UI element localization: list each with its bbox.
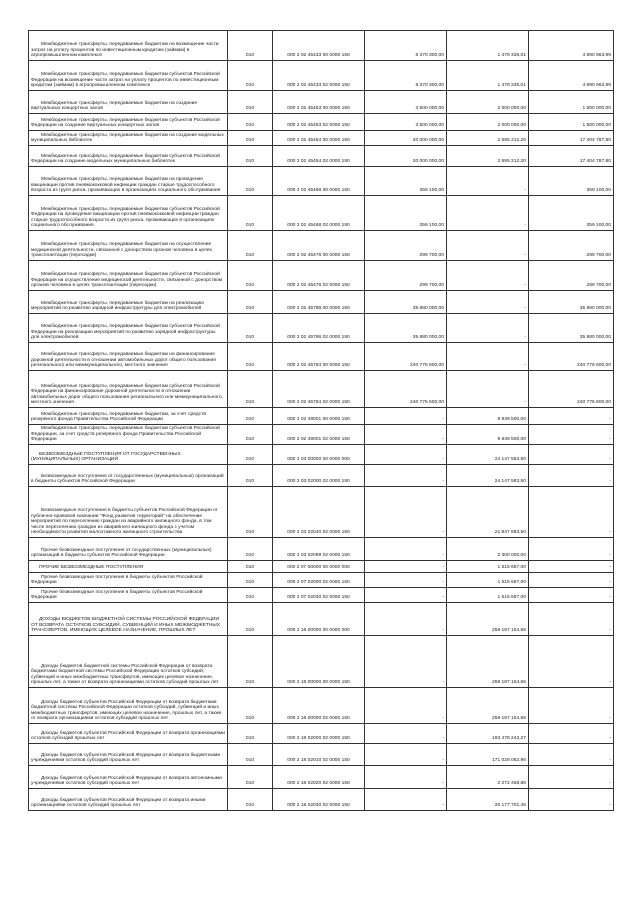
row-remaining-amount: - xyxy=(529,588,614,603)
table-row xyxy=(29,131,614,146)
row-executed-amount: 1 515 687,00 xyxy=(447,561,529,573)
row-executed-amount: 2 595 212,20 xyxy=(447,146,529,167)
row-approved-amount: 240 776 600,00 xyxy=(365,343,447,371)
row-approved-amount: 359 100,00 xyxy=(365,167,447,196)
row-remaining-amount: - xyxy=(529,408,614,425)
row-executed-amount: 1 479 336,01 xyxy=(447,61,529,91)
table-row xyxy=(29,231,614,261)
row-approved-amount: - xyxy=(365,688,447,724)
row-kbk: 000 2 02 45468 02 0000 150 xyxy=(273,196,365,231)
row-code: 010 xyxy=(228,408,273,425)
row-name: ПРОЧИЕ БЕЗВОЗМЕЗДНЫЕ ПОСТУПЛЕНИЯ xyxy=(29,561,228,573)
row-name: Межбюджетные трансферты, передаваемые бюджетам субъектов Российской Федерации на осуществление медицинской деятельности, связанной с донорством органов человека в целях трансплантации (пересадки) xyxy=(29,261,228,291)
row-approved-amount: - xyxy=(365,789,447,811)
row-code: 010 xyxy=(228,789,273,811)
table-row xyxy=(29,573,614,588)
row-remaining-amount: 240 776 600,00 xyxy=(529,371,614,408)
row-code: 010 xyxy=(228,371,273,408)
row-executed-amount: 193 478 243,27 xyxy=(447,724,529,744)
row-approved-amount: 20 000 000,00 xyxy=(365,131,447,146)
row-kbk: 000 2 18 02030 02 0000 150 xyxy=(273,789,365,811)
row-approved-amount: - xyxy=(365,538,447,561)
table-row xyxy=(29,487,614,538)
row-executed-amount: 2 595 212,20 xyxy=(447,131,529,146)
row-name: Прочие безвозмездные поступления от государственных (муниципальных) организаций в бюджеты субъектов Российской Федерации xyxy=(29,538,228,561)
row-code: 010 xyxy=(228,688,273,724)
table-row xyxy=(29,91,614,114)
row-remaining-amount: 299 700,00 xyxy=(529,261,614,291)
row-approved-amount: - xyxy=(365,425,447,445)
row-name: Межбюджетные трансферты, передаваемые бюджетам на возмещение части затрат на уплату процентов по инвестиционным кредитам (займам) в агропромышленном комплексе xyxy=(29,31,228,61)
row-kbk: 000 2 02 45784 02 0000 150 xyxy=(273,371,365,408)
row-remaining-amount: 359 100,00 xyxy=(529,167,614,196)
row-code: 010 xyxy=(228,314,273,343)
table-row xyxy=(29,588,614,603)
row-kbk: 000 2 18 00000 00 0000 150 xyxy=(273,636,365,688)
row-code: 010 xyxy=(228,91,273,114)
row-remaining-amount: - xyxy=(529,789,614,811)
table-row xyxy=(29,167,614,196)
row-executed-amount: - xyxy=(447,371,529,408)
row-code: 010 xyxy=(228,231,273,261)
row-approved-amount: - xyxy=(365,636,447,688)
row-approved-amount: 20 000 000,00 xyxy=(365,146,447,167)
row-name: Доходы бюджетов субъектов Российской Федерации от возврата организациями остатков субсидий прошлых лет xyxy=(29,724,228,744)
row-remaining-amount: 299 700,00 xyxy=(529,231,614,261)
row-name: ДОХОДЫ БЮДЖЕТОВ БЮДЖЕТНОЙ СИСТЕМЫ РОССИЙСКОЙ ФЕДЕРАЦИИ ОТ ВОЗВРАТА ОСТАТКОВ СУБСИДИЙ, СУБВЕНЦИЙ И ИНЫХ МЕЖБЮДЖЕТНЫХ ТРАНСФЕРТОВ, ИМЕЮЩИХ ЦЕЛЕВОЕ НАЗНАЧЕНИЕ, ПРОШЛЫХ ЛЕТ xyxy=(29,603,228,636)
row-remaining-amount: - xyxy=(529,688,614,724)
table-row xyxy=(29,291,614,314)
row-kbk: 000 2 18 02010 02 0000 150 xyxy=(273,744,365,766)
row-approved-amount: 299 700,00 xyxy=(365,261,447,291)
row-executed-amount: 9 849 500,00 xyxy=(447,408,529,425)
row-name: Межбюджетные трансферты, передаваемые бюджетам на финансирование дорожной деятельности в отношении автомобильных дорог общего пользования регионального или межмуниципального, местного значения xyxy=(29,343,228,371)
row-kbk: 000 2 03 02040 02 0000 150 xyxy=(273,487,365,538)
row-executed-amount: 2 000 000,00 xyxy=(447,114,529,131)
row-remaining-amount: - xyxy=(529,573,614,588)
row-remaining-amount: 35 880 000,00 xyxy=(529,314,614,343)
row-code: 010 xyxy=(228,744,273,766)
table-row xyxy=(29,636,614,688)
table-row xyxy=(29,603,614,636)
row-approved-amount: - xyxy=(365,465,447,487)
row-name: Доходы бюджетов субъектов Российской Федерации от возврата автономными учреждениями остатков субсидий прошлых лет xyxy=(29,766,228,789)
row-kbk: 000 2 02 45433 02 0000 150 xyxy=(273,61,365,91)
row-approved-amount: - xyxy=(365,445,447,465)
row-remaining-amount: 1 500 000,00 xyxy=(529,91,614,114)
table-row xyxy=(29,261,614,291)
row-kbk: 000 2 07 02030 02 0000 150 xyxy=(273,588,365,603)
row-name: Межбюджетные трансферты, передаваемые бюджетам субъектов Российской Федерации на создание модельных муниципальных библиотек xyxy=(29,146,228,167)
row-kbk: 000 2 02 49001 00 0000 150 xyxy=(273,408,365,425)
row-approved-amount: 299 700,00 xyxy=(365,231,447,261)
row-executed-amount: - xyxy=(447,261,529,291)
row-executed-amount: - xyxy=(447,314,529,343)
row-code: 010 xyxy=(228,343,273,371)
row-kbk: 000 2 02 45786 02 0000 150 xyxy=(273,314,365,343)
table-row xyxy=(29,371,614,408)
row-approved-amount: - xyxy=(365,408,447,425)
row-executed-amount: 24 147 583,50 xyxy=(447,445,529,465)
row-code: 010 xyxy=(228,146,273,167)
row-approved-amount: - xyxy=(365,724,447,744)
row-approved-amount: - xyxy=(365,573,447,588)
table-row xyxy=(29,724,614,744)
row-code: 010 xyxy=(228,196,273,231)
row-kbk: 000 2 18 00000 00 0000 000 xyxy=(273,603,365,636)
row-remaining-amount: 35 880 000,00 xyxy=(529,291,614,314)
row-executed-amount: 21 847 583,50 xyxy=(447,487,529,538)
row-name: Доходы бюджетов бюджетной системы Российской Федерации от возврата бюджетами бюджетной системы Российской Федерации остатков субсидий, субвенций и иных межбюджетных трансфертов, имеющих целевое назначение, прошлых лет, а также от возврата организациями остатков субсидий прошлых лет xyxy=(29,636,228,688)
row-kbk: 000 2 02 45454 02 0000 150 xyxy=(273,146,365,167)
row-kbk: 000 2 03 02000 02 0000 150 xyxy=(273,465,365,487)
table-row xyxy=(29,766,614,789)
row-kbk: 000 2 02 45453 02 0000 150 xyxy=(273,114,365,131)
row-kbk: 000 2 03 00000 00 0000 000 xyxy=(273,445,365,465)
row-executed-amount: - xyxy=(447,291,529,314)
table-row xyxy=(29,196,614,231)
row-name: Доходы бюджетов субъектов Российской Федерации от возврата иными организациями остатков субсидий прошлых лет xyxy=(29,789,228,811)
row-approved-amount: 6 370 300,00 xyxy=(365,31,447,61)
row-code: 010 xyxy=(228,31,273,61)
row-kbk: 000 2 02 45453 00 0000 150 xyxy=(273,91,365,114)
row-approved-amount: - xyxy=(365,561,447,573)
row-name: Межбюджетные трансферты, передаваемые бюджетам на осуществление медицинской деятельности, связанной с донорством органов человека в целях трансплантации (пересадки) xyxy=(29,231,228,261)
row-code: 010 xyxy=(228,61,273,91)
row-approved-amount: - xyxy=(365,603,447,636)
row-remaining-amount: - xyxy=(529,561,614,573)
row-executed-amount: - xyxy=(447,343,529,371)
row-code: 010 xyxy=(228,131,273,146)
row-remaining-amount: 240 776 600,00 xyxy=(529,343,614,371)
row-code: 010 xyxy=(228,766,273,789)
row-executed-amount: - xyxy=(447,196,529,231)
row-name: Межбюджетные трансферты, передаваемые бюджетам субъектов Российской Федерации на возмещение части затрат на уплату процентов по инвестиционным кредитам (займам) в агропромышленном комплексе xyxy=(29,61,228,91)
row-name: Безвозмездные поступления в бюджеты субъектов Российской Федерации от публично-правовой компании "Фонд развития территорий" на обеспечение мероприятий по переселению граждан из аварийного жилищного фонда, в том числе переселению граждан из аварийного жилищного фонда с учетом необходимости развития малоэтажного жилищного строительства xyxy=(29,487,228,538)
row-kbk: 000 2 02 45784 00 0000 150 xyxy=(273,343,365,371)
row-code: 010 xyxy=(228,167,273,196)
table-row xyxy=(29,688,614,724)
row-executed-amount: 171 028 062,96 xyxy=(447,744,529,766)
row-name: Безвозмездные поступления от государственных (муниципальных) организаций в бюджеты субъектов Российской Федерации xyxy=(29,465,228,487)
row-executed-amount: - xyxy=(447,167,529,196)
row-code: 010 xyxy=(228,425,273,445)
row-remaining-amount: - xyxy=(529,744,614,766)
row-remaining-amount: - xyxy=(529,445,614,465)
row-name: Межбюджетные трансферты, передаваемые бюджетам на создание виртуальных концертных залов xyxy=(29,91,228,114)
row-kbk: 000 2 02 45433 00 0000 150 xyxy=(273,31,365,61)
row-approved-amount: 35 880 000,00 xyxy=(365,314,447,343)
row-remaining-amount: - xyxy=(529,487,614,538)
row-code: 010 xyxy=(228,603,273,636)
row-approved-amount: 3 500 000,00 xyxy=(365,91,447,114)
row-executed-amount: 9 849 500,00 xyxy=(447,425,529,445)
table-row xyxy=(29,61,614,91)
row-name: БЕЗВОЗМЕЗДНЫЕ ПОСТУПЛЕНИЯ ОТ ГОСУДАРСТВЕННЫХ (МУНИЦИПАЛЬНЫХ) ОРГАНИЗАЦИЙ xyxy=(29,445,228,465)
table-row xyxy=(29,561,614,573)
row-approved-amount: - xyxy=(365,744,447,766)
row-code: 010 xyxy=(228,588,273,603)
row-remaining-amount: 17 404 787,80 xyxy=(529,131,614,146)
row-executed-amount: 24 147 583,50 xyxy=(447,465,529,487)
table-row xyxy=(29,408,614,425)
row-kbk: 000 2 03 02099 02 0000 150 xyxy=(273,538,365,561)
row-remaining-amount: - xyxy=(529,766,614,789)
row-executed-amount: 2 272 468,86 xyxy=(447,766,529,789)
row-code: 010 xyxy=(228,538,273,561)
row-approved-amount: 6 370 300,00 xyxy=(365,61,447,91)
row-code: 010 xyxy=(228,291,273,314)
row-code: 010 xyxy=(228,445,273,465)
row-code: 010 xyxy=(228,261,273,291)
row-executed-amount: 1 479 336,01 xyxy=(447,31,529,61)
row-remaining-amount: 4 890 963,99 xyxy=(529,61,614,91)
row-kbk: 000 2 18 02000 02 0000 150 xyxy=(273,724,365,744)
row-remaining-amount: - xyxy=(529,538,614,561)
table-row xyxy=(29,343,614,371)
table-row xyxy=(29,744,614,766)
row-executed-amount: - xyxy=(447,231,529,261)
row-code: 010 xyxy=(228,465,273,487)
row-kbk: 000 2 18 02020 02 0000 150 xyxy=(273,766,365,789)
row-approved-amount: 3 500 000,00 xyxy=(365,114,447,131)
row-approved-amount: 35 880 000,00 xyxy=(365,291,447,314)
row-kbk: 000 2 02 45786 00 0000 150 xyxy=(273,291,365,314)
row-approved-amount: - xyxy=(365,588,447,603)
table-row xyxy=(29,114,614,131)
row-code: 010 xyxy=(228,724,273,744)
budget-table xyxy=(28,30,614,811)
row-name: Прочие безвозмездные поступления в бюджеты субъектов Российской Федерации xyxy=(29,573,228,588)
table-row xyxy=(29,314,614,343)
row-code: 010 xyxy=(228,573,273,588)
row-name: Межбюджетные трансферты, передаваемые бюджетам субъектов Российской Федерации на проведение вакцинации против пневмококковой инфекции граждан старше трудоспособного возраста из групп риска, проживающих в организациях социального обслуживания xyxy=(29,196,228,231)
row-remaining-amount: - xyxy=(529,603,614,636)
table-row xyxy=(29,146,614,167)
row-code: 010 xyxy=(228,636,273,688)
row-remaining-amount: - xyxy=(529,425,614,445)
row-remaining-amount: - xyxy=(529,636,614,688)
row-name: Межбюджетные трансферты, передаваемые бюджетам субъектов Российской Федерации, за счет средств резервного фонда Правительства Российской Федерации xyxy=(29,425,228,445)
table-row xyxy=(29,425,614,445)
row-executed-amount: 1 515 687,00 xyxy=(447,573,529,588)
row-remaining-amount: 17 404 787,80 xyxy=(529,146,614,167)
row-name: Доходы бюджетов субъектов Российской Федерации от возврата бюджетными учреждениями остатков субсидий прошлых лет xyxy=(29,744,228,766)
row-code: 010 xyxy=(228,487,273,538)
row-approved-amount: - xyxy=(365,487,447,538)
row-remaining-amount: 4 890 963,99 xyxy=(529,31,614,61)
row-name: Прочие безвозмездные поступления в бюджеты субъектов Российской Федерации xyxy=(29,588,228,603)
row-remaining-amount: 1 500 000,00 xyxy=(529,114,614,131)
row-executed-amount: 259 187 154,65 xyxy=(447,603,529,636)
table-row xyxy=(29,789,614,811)
row-name: Межбюджетные трансферты, передаваемые бюджетам на проведение вакцинации против пневмококковой инфекции граждан старше трудоспособного возраста из групп риска, проживающих в организациях социального обслуживания xyxy=(29,167,228,196)
row-executed-amount: 20 177 701,45 xyxy=(447,789,529,811)
row-name: Межбюджетные трансферты, передаваемые бюджетам субъектов Российской Федерации на создание виртуальных концертных залов xyxy=(29,114,228,131)
row-kbk: 000 2 02 45454 00 0000 150 xyxy=(273,131,365,146)
row-name: Доходы бюджетов субъектов Российской Федерации от возврата бюджетами бюджетной системы Российской Федерации остатков субсидий, субвенций и иных межбюджетных трансфертов, имеющих целевое назначение, прошлых лет, а также от возврата организациями остатков субсидий прошлых лет xyxy=(29,688,228,724)
row-name: Межбюджетные трансферты, передаваемые бюджетам, за счет средств резервного фонда Правительства Российской Федерации xyxy=(29,408,228,425)
row-kbk: 000 2 02 45476 00 0000 150 xyxy=(273,231,365,261)
row-executed-amount: 2 000 000,00 xyxy=(447,91,529,114)
row-kbk: 000 2 07 00000 00 0000 000 xyxy=(273,561,365,573)
row-kbk: 000 2 18 00000 02 0000 150 xyxy=(273,688,365,724)
row-approved-amount: 240 776 600,00 xyxy=(365,371,447,408)
row-kbk: 000 2 02 49001 02 0000 150 xyxy=(273,425,365,445)
row-executed-amount: 2 300 000,00 xyxy=(447,538,529,561)
row-executed-amount: 259 187 154,65 xyxy=(447,636,529,688)
table-row xyxy=(29,445,614,465)
row-approved-amount: - xyxy=(365,766,447,789)
table-row xyxy=(29,538,614,561)
row-name: Межбюджетные трансферты, передаваемые бюджетам субъектов Российской Федерации на реализацию мероприятий по развитию зарядной инфраструктуры для электромобилей xyxy=(29,314,228,343)
table-row xyxy=(29,31,614,61)
row-approved-amount: 359 100,00 xyxy=(365,196,447,231)
row-kbk: 000 2 07 02000 02 0000 150 xyxy=(273,573,365,588)
row-kbk: 000 2 02 45468 00 0000 150 xyxy=(273,167,365,196)
row-executed-amount: 259 187 154,65 xyxy=(447,688,529,724)
row-name: Межбюджетные трансферты, передаваемые бюджетам на создание модельных муниципальных библиотек xyxy=(29,131,228,146)
row-name: Межбюджетные трансферты, передаваемые бюджетам субъектов Российской Федерации на финансирование дорожной деятельности в отношении автомобильных дорог общего пользования регионального или межмуниципального, местного значения xyxy=(29,371,228,408)
row-code: 010 xyxy=(228,114,273,131)
row-remaining-amount: 359 100,00 xyxy=(529,196,614,231)
row-remaining-amount: - xyxy=(529,465,614,487)
row-executed-amount: 1 515 687,00 xyxy=(447,588,529,603)
row-code: 010 xyxy=(228,561,273,573)
row-name: Межбюджетные трансферты, передаваемые бюджетам на реализацию мероприятий по развитию зарядной инфраструктуры для электромобилей xyxy=(29,291,228,314)
row-remaining-amount: - xyxy=(529,724,614,744)
table-row xyxy=(29,465,614,487)
row-kbk: 000 2 02 45476 02 0000 150 xyxy=(273,261,365,291)
